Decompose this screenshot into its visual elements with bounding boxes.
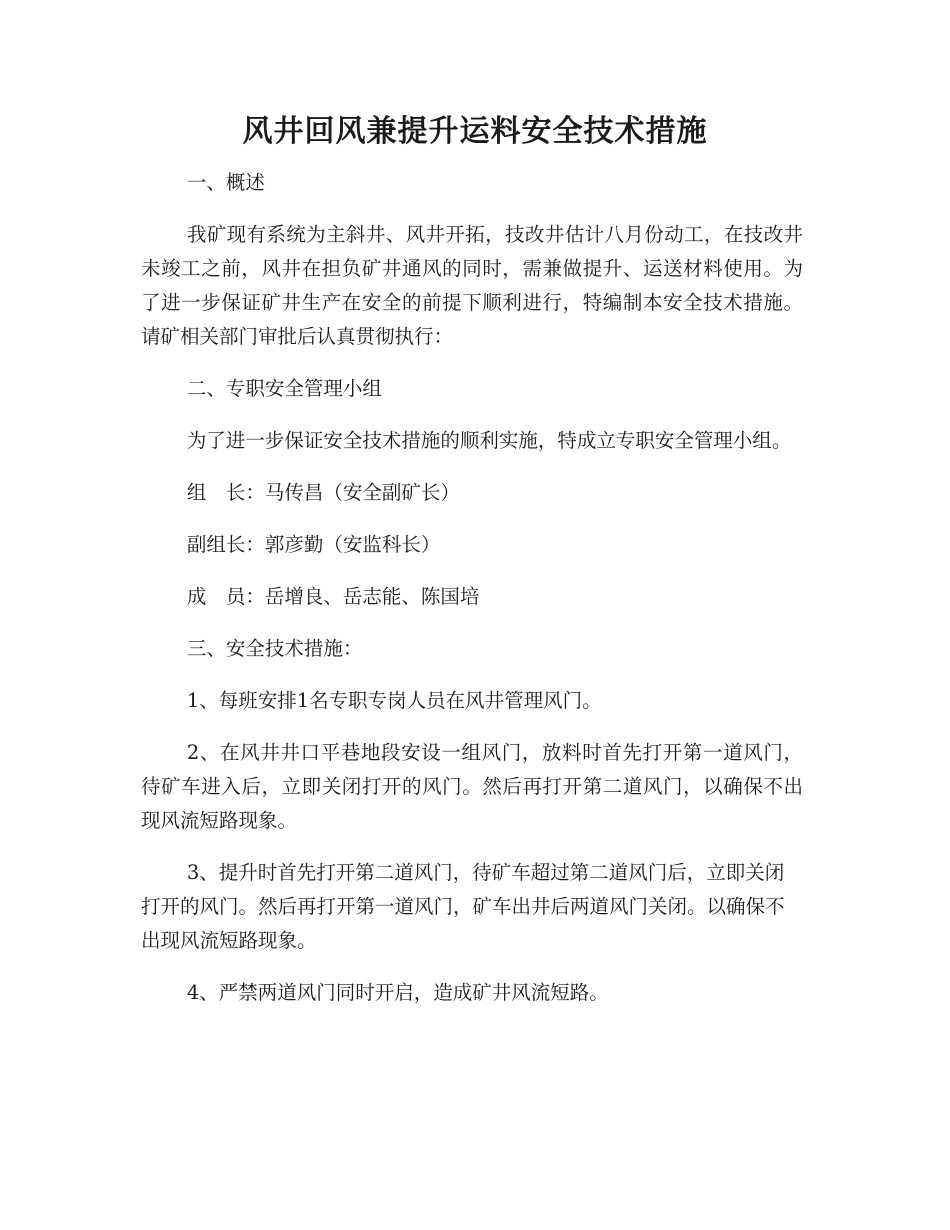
group-leader-line: 组 长：马传昌（安全副矿长） <box>186 481 460 504</box>
section-heading-overview: 一、概述 <box>186 171 265 194</box>
paragraph-safety-group: 为了进一步保证安全技术措施的顺利实施，特成立专职安全管理小组。 <box>186 429 792 452</box>
measure-item-4: 4、严禁两道风门同时开启，造成矿井风流短路。 <box>186 981 609 1004</box>
document-body <box>141 166 803 1028</box>
measure-item-1: 1、每班安排1名专职专岗人员在风井管理风门。 <box>186 689 602 712</box>
paragraph-overview: 我矿现有系统为主斜井、风井开拓，技改井估计八月份动工，在技改井未竣工之前，风井在担负矿井通风的同时，需兼做提升、运送材料使用。为了进一步保证矿井生产在安全的前提下顺利进行，特编制本安全技术措施。请矿相关部门审批后认真贯彻执行： <box>141 223 803 348</box>
measure-item-3: 3、提升时首先打开第二道风门，待矿车超过第二道风门后，立即关闭打开的风门。然后再打开第一道风门，矿车出井后两道风门关闭。以确保不出现风流短路现象。 <box>141 861 785 952</box>
section-heading-safety-group: 二、专职安全管理小组 <box>186 377 382 400</box>
section-heading-measures: 三、安全技术措施： <box>186 637 363 660</box>
measure-item-2: 2、在风井井口平巷地段安设一组风门，放料时首先打开第一道风门，待矿车进入后，立即关闭打开的风门。然后再打开第二道风门，以确保不出现风流短路现象。 <box>141 741 803 832</box>
members-line: 成 员：岳增良、岳志能、陈国培 <box>186 585 480 608</box>
document-title: 风井回风兼提升运料安全技术措施 <box>242 114 708 149</box>
deputy-leader-line: 副组长：郭彦勤（安监科长） <box>186 533 441 556</box>
